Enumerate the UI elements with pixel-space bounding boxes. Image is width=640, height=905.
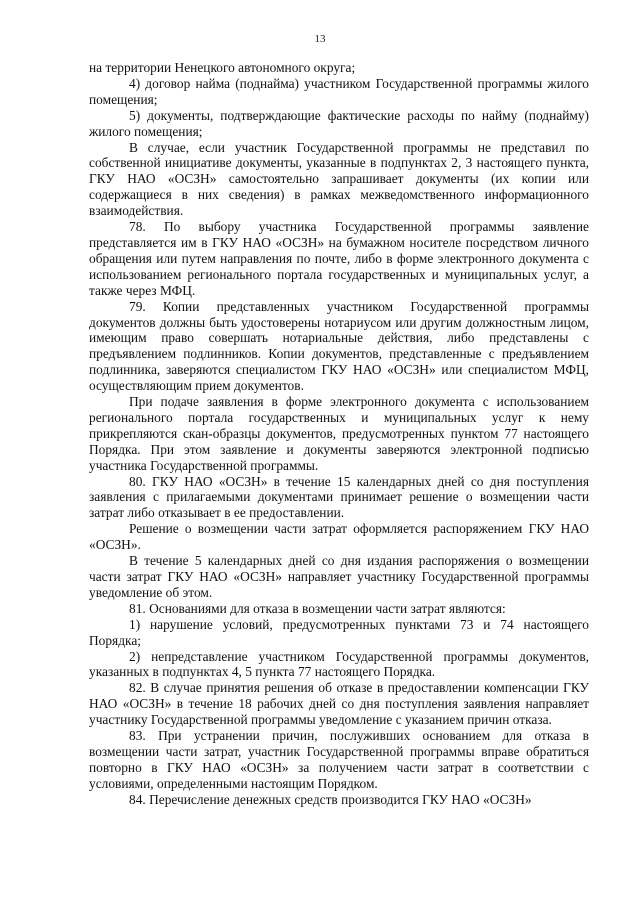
paragraph: В случае, если участник Государственной программы не представил по собственной инициативе документы, указанные в подпунктах 2, 3 настоящего пункта, ГКУ НАО «ОСЗН» самостоятельно запрашивает документы (их копии или содержащиеся в них сведения) в рамках межведомственного информационного взаимодействия. — [89, 139, 589, 219]
paragraph: В течение 5 календарных дней со дня издания распоряжения о возмещении части затрат ГКУ НАО «ОСЗН» направляет участнику Государственной программы уведомление об этом. — [89, 553, 589, 600]
paragraph: При подаче заявления в форме электронного документа с использованием регионального портала государственных и муниципальных услуг к нему прикрепляются скан-образцы документов, предусмотренных пунктом 77 настоящего Порядка. При этом заявление и документы заверяются электронной подписью участника Государственной программы. — [89, 394, 589, 473]
paragraph: 82. В случае принятия решения об отказе в предоставлении компенсации ГКУ НАО «ОСЗН» в течение 18 рабочих дней со дня поступления заявления направляет участнику Государственной программы уведомление с указанием причин отказа. — [89, 680, 589, 728]
paragraph: Решение о возмещении части затрат оформляется распоряжением ГКУ НАО «ОСЗН». — [89, 521, 589, 553]
paragraph: 83. При устранении причин, послуживших основанием для отказа в возмещении части затрат, участник Государственной программы вправе обратиться повторно в ГКУ НАО «ОСЗН» за получением части затрат в соответствии с условиями, определенными настоящим Порядком. — [89, 728, 589, 791]
paragraph: 1) нарушение условий, предусмотренных пунктами 73 и 74 настоящего Порядка; — [89, 616, 589, 648]
paragraph: 2) непредставление участником Государственной программы документов, указанных в подпунктах 4, 5 пункта 77 настоящего Порядка. — [89, 648, 589, 680]
paragraph: 81. Основаниями для отказа в возмещении части затрат являются: — [129, 600, 506, 616]
paragraph: 4) договор найма (поднайма) участником Государственной программы жилого помещения; — [89, 75, 589, 107]
paragraph: на территории Ненецкого автономного округа; — [89, 60, 356, 75]
paragraph: 78. По выбору участника Государственной программы заявление представляется им в ГКУ НАО «ОСЗН» на бумажном носителе посредством личного обращения или путем направления по почте, либо в форме электронного документа с использованием регионального портала государственных и муниципальных услуг, а также через МФЦ. — [89, 219, 589, 298]
paragraph: 5) документы, подтверждающие фактические расходы по найму (поднайму) жилого помещения; — [89, 107, 589, 139]
paragraph: 80. ГКУ НАО «ОСЗН» в течение 15 календарных дней со дня поступления заявления с прилагаемыми документами принимает решение о возмещении части затрат либо отказывает в ее предоставлении. — [89, 473, 589, 521]
document-body — [89, 60, 589, 808]
paragraph: 84. Перечисление денежных средств производится ГКУ НАО «ОСЗН» — [129, 791, 532, 807]
page-number: 13 — [314, 33, 326, 45]
paragraph: 79. Копии представленных участником Государственной программы документов должны быть удостоверены нотариусом или другим должностным лицом, имеющим право совершать нотариальные действия, либо представлены с предъявлением подлинников. Копии документов, представленные с предъявлением подлинника, заверяются специалистом ГКУ НАО «ОСЗН» или специалистом МФЦ, осуществляющим прием документов. — [89, 298, 589, 394]
